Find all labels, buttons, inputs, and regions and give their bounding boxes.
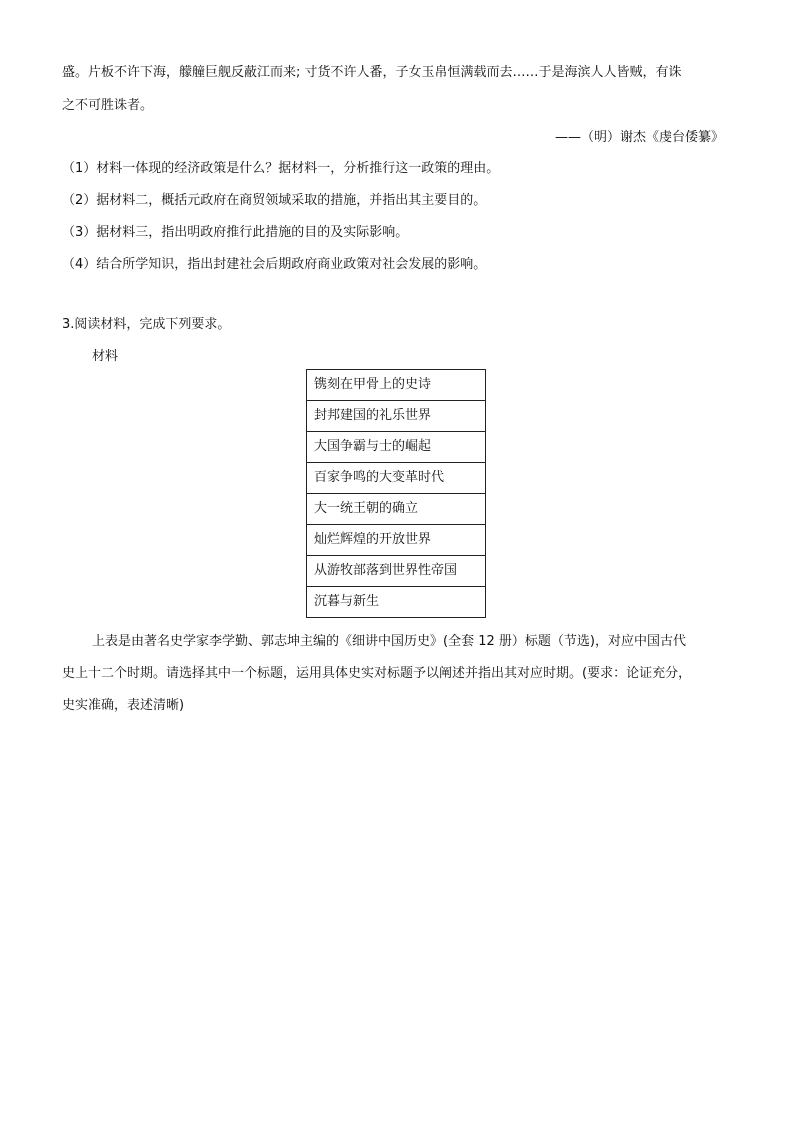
table-cell-title: 封邦建国的礼乐世界 (307, 401, 486, 432)
table-description-line-3: 史实准确，表述清晰) (62, 698, 185, 713)
material-two-text-line-2: 之不可胜诛者。 (62, 98, 154, 113)
material-label: 材料 (92, 349, 119, 364)
book-titles-table (306, 369, 486, 618)
table-cell-title: 百家争鸣的大变革时代 (307, 463, 486, 494)
section-3-heading: 3.阅读材料，完成下列要求。 (62, 317, 231, 332)
table-description-line-1: 上表是由著名史学家李学勤、郭志坤主编的《细讲中国历史》(全套 12 册）标题（节选)，对应中国古代 (92, 634, 686, 649)
material-two-text-line-1: 盛。片板不许下海，艨艟巨舰反蔽江而来; 寸货不许人番，子女玉帛恒满载而去……于是海滨人人皆贼，有诛 (62, 65, 682, 80)
table-row (307, 494, 486, 525)
table-row (307, 556, 486, 587)
table-row (307, 587, 486, 618)
table-cell-title: 镌刻在甲骨上的史诗 (307, 370, 486, 401)
table-cell-title: 大一统王朝的确立 (307, 494, 486, 525)
table-cell-title: 从游牧部落到世界性帝国 (307, 556, 486, 587)
table-row (307, 370, 486, 401)
table-row (307, 525, 486, 556)
table-cell-title: 大国争霸与士的崛起 (307, 432, 486, 463)
question-1: （1）材料一体现的经济政策是什么？据材料一，分析推行这一政策的理由。 (62, 161, 500, 176)
table-row (307, 401, 486, 432)
question-4: （4）结合所学知识，指出封建社会后期政府商业政策对社会发展的影响。 (62, 257, 487, 272)
question-2: （2）据材料二，概括元政府在商贸领域采取的措施，并指出其主要目的。 (62, 193, 487, 208)
question-3: （3）据材料三，指出明政府推行此措施的目的及实际影响。 (62, 225, 409, 240)
material-two-source: ——（明）谢杰《虔台倭纂》 (554, 130, 724, 145)
table-row (307, 463, 486, 494)
table-cell-title: 沉暮与新生 (307, 587, 486, 618)
table-cell-title: 灿烂辉煌的开放世界 (307, 525, 486, 556)
table-description-line-2: 史上十二个时期。请选择其中一个标题，运用具体史实对标题予以阐述并指出其对应时期。(要求：论证充分， (62, 666, 692, 681)
table-row (307, 432, 486, 463)
